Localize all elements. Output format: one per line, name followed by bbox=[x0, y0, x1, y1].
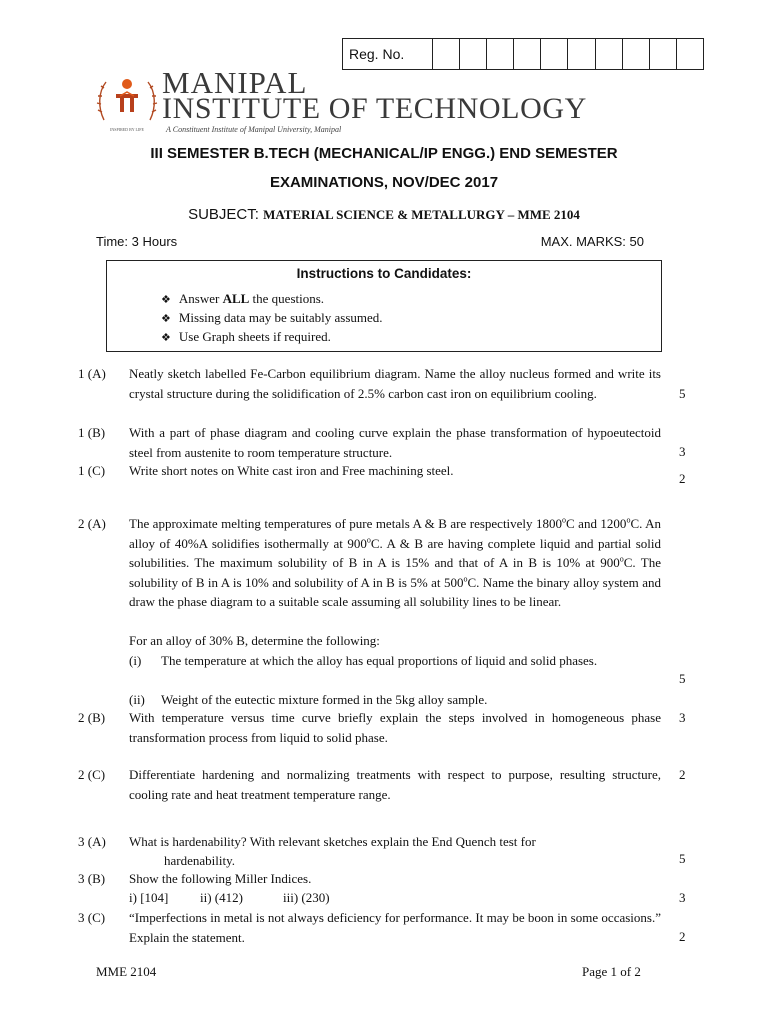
logo-institute: INSTITUTE OF TECHNOLOGY bbox=[162, 92, 587, 125]
instruction-item: ❖ Answer ALL the questions. bbox=[161, 291, 325, 306]
reg-no-label: Reg. No. bbox=[343, 39, 433, 69]
question-number: 3 (C) bbox=[78, 910, 106, 925]
question-number: 3 (A) bbox=[78, 834, 106, 849]
reg-no-cell bbox=[514, 39, 541, 69]
question-text: With a part of phase diagram and cooling curve explain the phase transformation of hypoeutectoid steel from austenite to room temperature structure. bbox=[129, 425, 661, 460]
reg-no-box bbox=[342, 38, 704, 70]
question-number: 1 (B) bbox=[78, 425, 106, 440]
subpart-text: Weight of the eutectic mixture formed in the 5kg alloy sample. bbox=[161, 692, 488, 707]
question-number: 3 (B) bbox=[78, 871, 106, 886]
reg-no-cell bbox=[623, 39, 650, 69]
miller-index: iii) (230) bbox=[283, 890, 330, 905]
subpart-text: The temperature at which the alloy has equal proportions of liquid and solid phases. bbox=[161, 653, 598, 668]
instruction-item: ❖ Missing data may be suitably assumed. bbox=[161, 310, 383, 325]
question-marks: 2 bbox=[679, 767, 686, 782]
question-text: Write short notes on White cast iron and Free machining steel. bbox=[129, 463, 454, 478]
exam-time: Time: 3 Hours bbox=[96, 234, 178, 249]
question-text: “Imperfections in metal is not always deficiency for performance. It may be boon in some occasions.” Explain the statement. bbox=[129, 910, 661, 945]
question-number: 2 (A) bbox=[78, 516, 106, 531]
exam-title-line2: EXAMINATIONS, NOV/DEC 2017 bbox=[269, 174, 499, 191]
footer-course-code: MME 2104 bbox=[96, 964, 157, 979]
instructions-box bbox=[106, 260, 662, 352]
question-number: 2 (C) bbox=[78, 767, 106, 782]
question-marks: 2 bbox=[679, 471, 686, 486]
question-text: With temperature versus time curve briefly explain the steps involved in homogeneous phase transformation process from liquid to solid phase. bbox=[129, 710, 661, 745]
question-marks: 3 bbox=[679, 890, 686, 905]
question-text: What is hardenability? With relevant sketches explain the End Quench test for bbox=[129, 834, 536, 849]
question-subintro: For an alloy of 30% B, determine the following: bbox=[129, 633, 380, 648]
question-text: Differentiate hardening and normalizing treatments with respect to purpose, resulting structure, cooling rate and heat treatment temperature range. bbox=[129, 767, 661, 802]
diamond-bullet-icon: ❖ bbox=[161, 332, 171, 344]
reg-no-cell bbox=[650, 39, 677, 69]
question-marks: 3 bbox=[679, 710, 686, 725]
question-text: Neatly sketch labelled Fe-Carbon equilibrium diagram. Name the alloy nucleus formed and write its crystal structure during the solidification of 2.5% carbon cast iron on equilibrium cooling. bbox=[129, 366, 661, 401]
reg-no-cell bbox=[568, 39, 595, 69]
reg-no-cell bbox=[677, 39, 703, 69]
question-marks: 2 bbox=[679, 929, 686, 944]
question-text-cont: hardenability. bbox=[164, 853, 235, 868]
question-marks: 5 bbox=[679, 386, 686, 401]
reg-no-cell bbox=[487, 39, 514, 69]
question-marks: 3 bbox=[679, 444, 686, 459]
subject-line bbox=[0, 206, 768, 224]
question-number: 1 (C) bbox=[78, 463, 106, 478]
logo-tagline: A Constituent Institute of Manipal University, Manipal bbox=[166, 125, 342, 134]
question-marks: 5 bbox=[679, 851, 686, 866]
question-text: The approximate melting temperatures of pure metals A & B are respectively 1800$^o$C and 1200$^o$C. An alloy of 40%A solidifies isothermally at 900$^o$C. A & B are having complete liquid and partial solid solubilities. The maximum solubility of B in A is 15% and that of A in B is 10% at 900$^o$C. The solubility of B in A is 10% and solubility of A in B is 5% at 500$^o$C. Name the binary alloy system and draw the phase diagram to a suitable scale assuming all solubility lines to be linear. bbox=[129, 515, 662, 609]
question-text: Show the following Miller Indices. bbox=[129, 871, 312, 886]
footer-page-number: Page 1 of 2 bbox=[582, 964, 641, 979]
subject-value: MATERIAL SCIENCE & METALLURGY – MME 2104 bbox=[263, 207, 580, 222]
max-marks: MAX. MARKS: 50 bbox=[540, 234, 644, 249]
miller-index: ii) (412) bbox=[200, 890, 243, 905]
exam-title-line1: III SEMESTER B.TECH (MECHANICAL/IP ENGG.) END SEMESTER bbox=[150, 145, 618, 162]
diamond-bullet-icon: ❖ bbox=[161, 313, 171, 325]
logo-manipal: MANIPAL bbox=[162, 65, 308, 100]
reg-no-cell bbox=[433, 39, 460, 69]
instruction-item: ❖ Use Graph sheets if required. bbox=[161, 329, 331, 344]
instructions-title: Instructions to Candidates: bbox=[296, 266, 472, 281]
question-number: 2 (B) bbox=[78, 710, 106, 725]
question-marks: 5 bbox=[679, 671, 686, 686]
manipal-emblem-icon bbox=[96, 68, 158, 134]
emblem-motto: INSPIRED BY LIFE bbox=[110, 127, 144, 132]
miller-index: i) [104] bbox=[129, 890, 169, 905]
diamond-bullet-icon: ❖ bbox=[161, 294, 171, 306]
question-number: 1 (A) bbox=[78, 366, 106, 381]
subpart-number: (i) bbox=[129, 653, 142, 668]
reg-no-cell bbox=[596, 39, 623, 69]
subject-label: SUBJECT: bbox=[188, 206, 264, 223]
reg-no-cell bbox=[460, 39, 487, 69]
reg-no-cell bbox=[541, 39, 568, 69]
subpart-number: (ii) bbox=[129, 692, 145, 707]
